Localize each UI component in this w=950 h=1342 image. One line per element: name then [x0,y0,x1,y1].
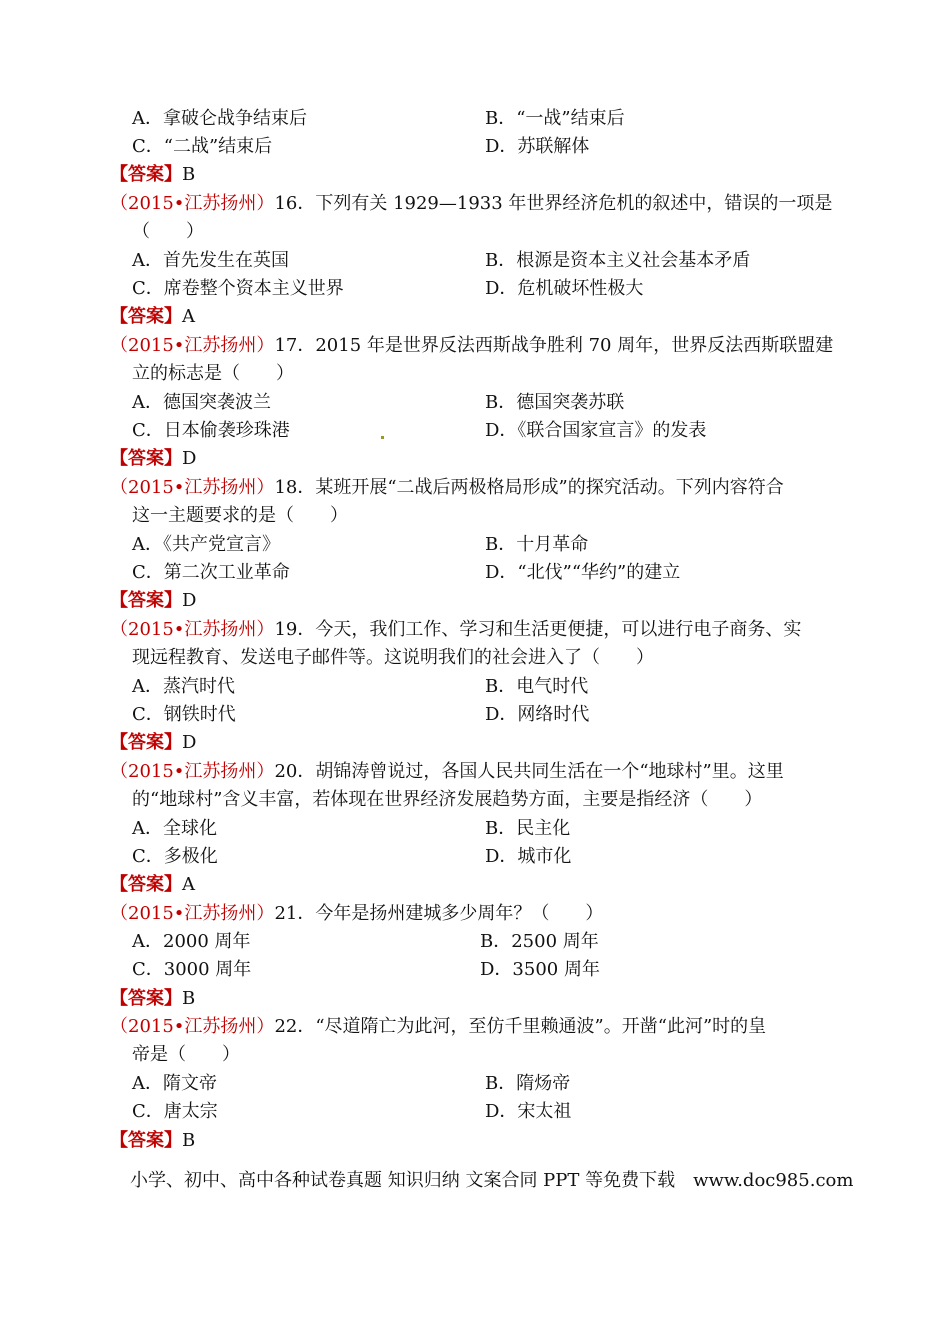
q20-option-c: C．多极化 [132,846,218,867]
q16-option-c: C．席卷整个资本主义世界 [132,278,344,299]
q19-stem-cont: 现远程教育、发送电子邮件等。这说明我们的社会进入了（ ） [132,647,654,668]
q17-stem-cont: 立的标志是（ ） [132,363,294,384]
q18-stem: （2015•江苏扬州）18．某班开展“二战后两极格局形成”的探究活动。下列内容符合 [110,477,784,498]
q17-option-b: B．德国突袭苏联 [485,392,625,413]
q17-option-c: C．日本偷袭珍珠港 [132,420,290,441]
footer-download-notice: 小学、初中、高中各种试卷真题 知识归纳 文案合同 PPT 等免费下载 www.doc985.com [130,1170,854,1191]
q16-stem-cont: （ ） [132,221,204,242]
q16-option-a: A．首先发生在英国 [132,250,289,271]
q15-option-a: A．拿破仑战争结束后 [132,108,307,129]
q18-answer: 【答案】D [110,590,197,611]
q19-stem: （2015•江苏扬州）19．今天，我们工作、学习和生活更便捷，可以进行电子商务、实 [110,619,802,640]
q20-option-a: A．全球化 [132,818,217,839]
q22-option-b: B．隋炀帝 [485,1073,571,1094]
q16-answer: 【答案】A [110,306,195,327]
q21-option-a: A．2000 周年 [132,931,251,952]
q15-option-d: D．苏联解体 [485,136,590,157]
q22-option-a: A．隋文帝 [132,1073,217,1094]
q18-option-b: B．十月革命 [485,534,589,555]
q18-option-c: C．第二次工业革命 [132,562,290,583]
q15-option-c: C．“二战”结束后 [132,136,273,157]
q19-answer: 【答案】D [110,732,197,753]
q22-option-d: D．宋太祖 [485,1101,572,1122]
q15-option-b: B．“一战”结束后 [485,108,625,129]
q21-answer: 【答案】B [110,988,196,1009]
q17-option-a: A．德国突袭波兰 [132,392,271,413]
q20-stem-cont: 的“地球村”含义丰富，若体现在世界经济发展趋势方面，主要是指经济（ ） [132,789,763,810]
q20-stem: （2015•江苏扬州）20．胡锦涛曾说过，各国人民共同生活在一个“地球村”里。这里 [110,761,784,782]
q16-option-d: D．危机破坏性极大 [485,278,644,299]
q21-stem: （2015•江苏扬州）21．今年是扬州建城多少周年？（ ） [110,903,604,924]
q18-option-a: A．《共产党宣言》 [132,534,280,555]
q16-option-b: B．根源是资本主义社会基本矛盾 [485,250,751,271]
q15-answer: 【答案】B [110,164,196,185]
q19-option-c: C．钢铁时代 [132,704,236,725]
q18-option-d: D．“北伐”“华约”的建立 [485,562,681,583]
q22-option-c: C．唐太宗 [132,1101,218,1122]
q21-option-d: D．3500 周年 [480,959,600,980]
q16-stem: （2015•江苏扬州）16．下列有关 1929—1933 年世界经济危机的叙述中，错误的一项是 [110,193,833,214]
q22-answer: 【答案】B [110,1130,196,1151]
q19-option-b: B．电气时代 [485,676,589,697]
q19-option-d: D．网络时代 [485,704,590,725]
q21-option-c: C．3000 周年 [132,959,252,980]
q20-answer: 【答案】A [110,874,195,895]
q22-stem: （2015•江苏扬州）22．“尽道隋亡为此河，至仿千里赖通波”。开凿“此河”时的皇 [110,1016,767,1037]
q17-option-d: D．《联合国家宣言》的发表 [485,420,707,441]
q20-option-d: D．城市化 [485,846,572,867]
q20-option-b: B．民主化 [485,818,571,839]
q21-option-b: B．2500 周年 [480,931,599,952]
q17-answer: 【答案】D [110,448,197,469]
q17-stem: （2015•江苏扬州）17．2015 年是世界反法西斯战争胜利 70 周年，世界反法西斯联盟建 [110,335,834,356]
q22-stem-cont: 帝是（ ） [132,1044,240,1065]
q18-stem-cont: 这一主题要求的是（ ） [132,505,348,526]
q19-option-a: A．蒸汽时代 [132,676,235,697]
stray-dot [381,436,384,439]
